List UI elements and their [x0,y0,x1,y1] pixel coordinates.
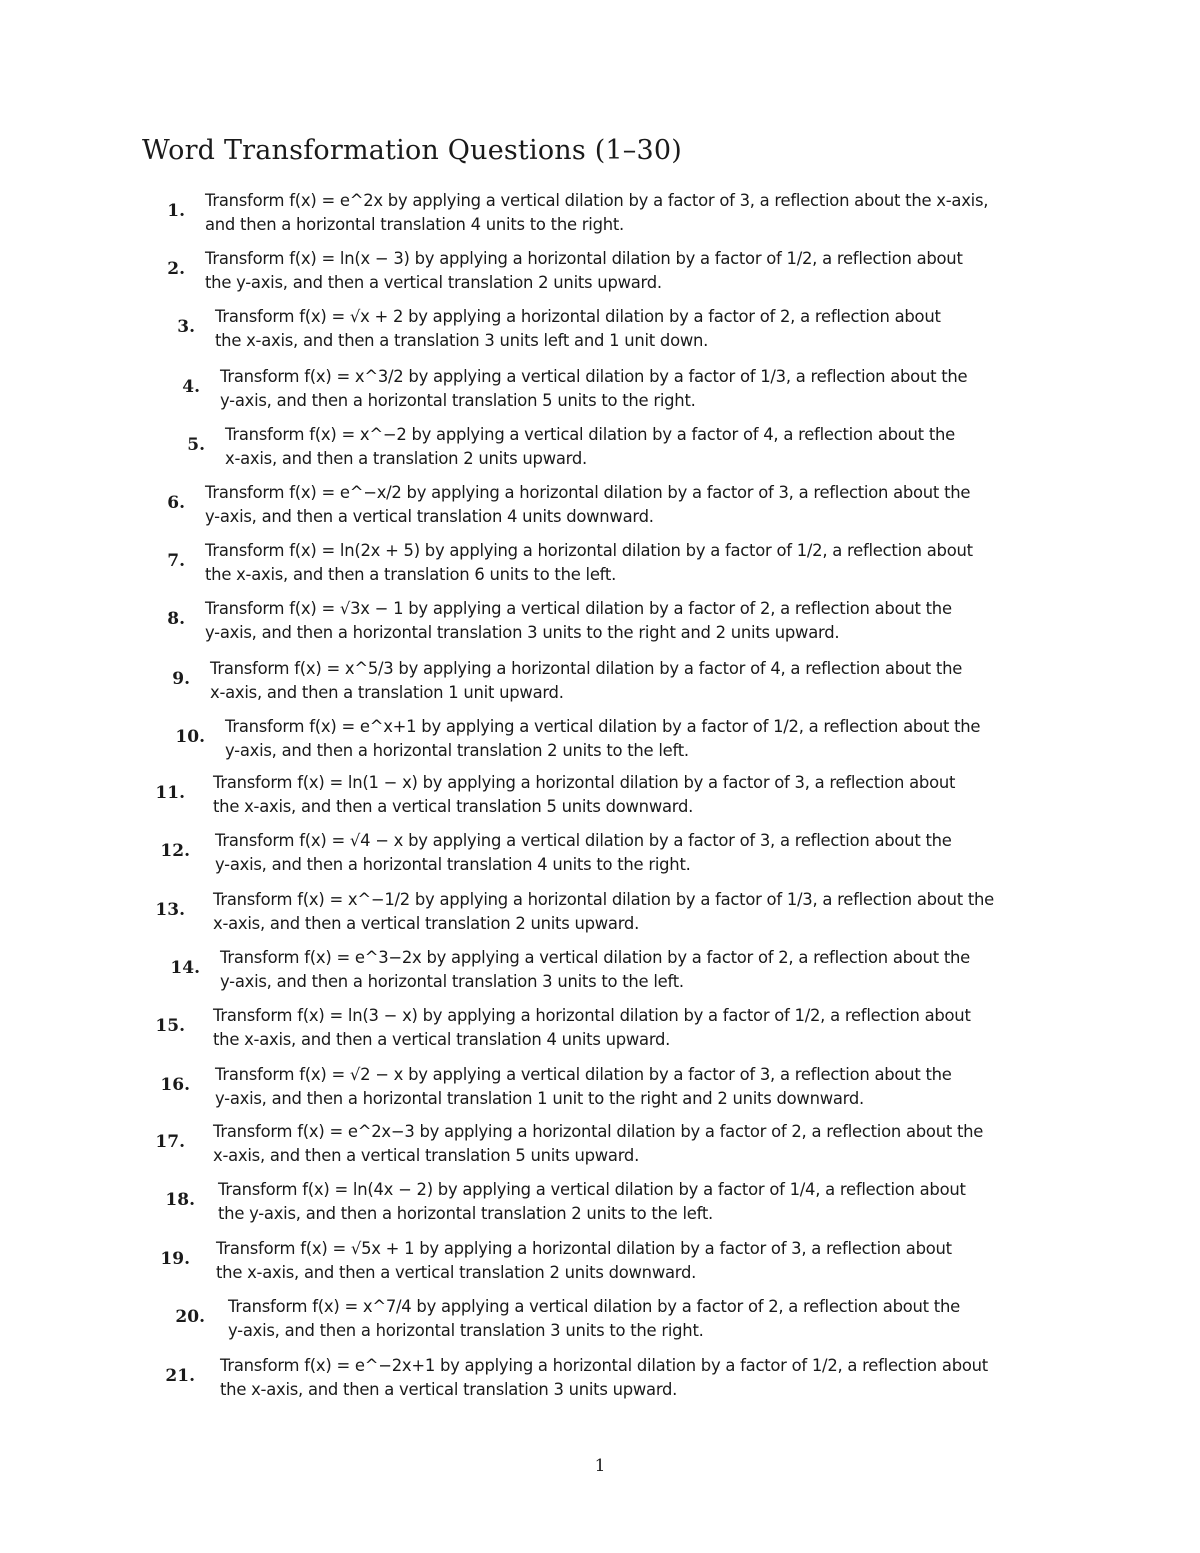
question-number: 7. [167,551,185,571]
question-text-line-2: the x-axis, and then a vertical translation 2 units downward. [216,1263,697,1282]
question-number: 16. [160,1075,190,1095]
question-text-line-1: Transform f(x) = e^−x/2 by applying a horizontal dilation by a factor of 3, a reflection about the [205,483,971,502]
question-text-line-2: y-axis, and then a horizontal translation 3 units to the right. [228,1321,704,1340]
question-number: 17. [155,1132,185,1152]
question-number: 11. [155,783,185,803]
question-number: 1. [167,201,185,221]
question-text-line-1: Transform f(x) = ln(x − 3) by applying a horizontal dilation by a factor of 1/2, a reflection about [205,249,963,268]
question-text-line-2: y-axis, and then a horizontal translation 5 units to the right. [220,391,696,410]
question-number: 4. [182,377,200,397]
question-number: 20. [175,1307,205,1327]
question-text-line-2: the x-axis, and then a vertical translation 5 units downward. [213,797,694,816]
question-text-line-1: Transform f(x) = √5x + 1 by applying a horizontal dilation by a factor of 3, a reflection about [216,1239,952,1258]
question-text-line-1: Transform f(x) = e^3−2x by applying a vertical dilation by a factor of 2, a reflection about the [220,948,970,967]
question-text-line-2: x-axis, and then a vertical translation 5 units upward. [213,1146,640,1165]
question-text-line-1: Transform f(x) = x^5/3 by applying a horizontal dilation by a factor of 4, a reflection about the [210,659,963,678]
question-text-line-1: Transform f(x) = ln(3 − x) by applying a horizontal dilation by a factor of 1/2, a reflection about [213,1006,971,1025]
question-text-line-2: the x-axis, and then a vertical translation 3 units upward. [220,1380,678,1399]
question-number: 19. [160,1249,190,1269]
question-number: 5. [187,435,205,455]
question-text-line-1: Transform f(x) = x^−1/2 by applying a horizontal dilation by a factor of 1/3, a reflection about the [213,890,995,909]
question-text-line-2: y-axis, and then a horizontal translation 3 units to the left. [220,972,684,991]
question-text-line-1: Transform f(x) = e^−2x+1 by applying a horizontal dilation by a factor of 1/2, a reflection about [220,1356,988,1375]
question-text-line-1: Transform f(x) = ln(2x + 5) by applying a horizontal dilation by a factor of 1/2, a reflection about [205,541,973,560]
question-text-line-1: Transform f(x) = x^−2 by applying a vertical dilation by a factor of 4, a reflection about the [225,425,955,444]
question-text-line-2: the y-axis, and then a vertical translation 2 units upward. [205,273,662,292]
question-number: 3. [177,317,195,337]
question-text-line-2: x-axis, and then a translation 1 unit upward. [210,683,564,702]
question-text-line-1: Transform f(x) = e^x+1 by applying a vertical dilation by a factor of 1/2, a reflection about the [225,717,981,736]
question-number: 21. [165,1366,195,1386]
question-text-line-1: Transform f(x) = √x + 2 by applying a horizontal dilation by a factor of 2, a reflection about [215,307,941,326]
question-number: 12. [160,841,190,861]
question-text-line-1: Transform f(x) = √4 − x by applying a vertical dilation by a factor of 3, a reflection about the [215,831,952,850]
question-text-line-2: the y-axis, and then a horizontal translation 2 units to the left. [218,1204,713,1223]
question-text-line-1: Transform f(x) = √3x − 1 by applying a vertical dilation by a factor of 2, a reflection about the [205,599,952,618]
question-number: 6. [167,493,185,513]
question-text-line-1: Transform f(x) = x^3/2 by applying a vertical dilation by a factor of 1/3, a reflection about the [220,367,968,386]
question-text-line-2: y-axis, and then a horizontal translation 1 unit to the right and 2 units downward. [215,1089,864,1108]
question-text-line-1: Transform f(x) = ln(1 − x) by applying a horizontal dilation by a factor of 3, a reflection about [213,773,956,792]
question-number: 2. [167,259,185,279]
question-number: 18. [165,1190,195,1210]
question-text-line-2: y-axis, and then a horizontal translation 3 units to the right and 2 units upward. [205,623,840,642]
question-text-line-1: Transform f(x) = √2 − x by applying a vertical dilation by a factor of 3, a reflection about the [215,1065,952,1084]
question-text-line-1: Transform f(x) = ln(4x − 2) by applying a vertical dilation by a factor of 1/4, a reflection about [218,1180,966,1199]
question-text-line-2: y-axis, and then a horizontal translation 2 units to the left. [225,741,689,760]
question-number: 10. [175,727,205,747]
question-text-line-2: the x-axis, and then a translation 6 units to the left. [205,565,617,584]
question-text-line-2: and then a horizontal translation 4 units to the right. [205,215,624,234]
question-text-line-2: the x-axis, and then a vertical translation 4 units upward. [213,1030,671,1049]
question-number: 14. [170,958,200,978]
question-text-line-2: y-axis, and then a vertical translation 4 units downward. [205,507,654,526]
question-text-line-2: y-axis, and then a horizontal translation 4 units to the right. [215,855,691,874]
page-number: 1 [594,1456,606,1476]
question-text-line-2: x-axis, and then a translation 2 units upward. [225,449,587,468]
question-number: 15. [155,1016,185,1036]
page-title: Word Transformation Questions (1–30) [142,135,683,166]
question-number: 13. [155,900,185,920]
question-text-line-2: the x-axis, and then a translation 3 units left and 1 unit down. [215,331,709,350]
question-text-line-1: Transform f(x) = x^7/4 by applying a vertical dilation by a factor of 2, a reflection about the [228,1297,960,1316]
question-number: 9. [172,669,190,689]
question-text-line-1: Transform f(x) = e^2x−3 by applying a horizontal dilation by a factor of 2, a reflection about the [213,1122,984,1141]
question-text-line-2: x-axis, and then a vertical translation 2 units upward. [213,914,640,933]
question-text-line-1: Transform f(x) = e^2x by applying a vertical dilation by a factor of 3, a reflection about the x-axis, [205,191,989,210]
question-number: 8. [167,609,185,629]
